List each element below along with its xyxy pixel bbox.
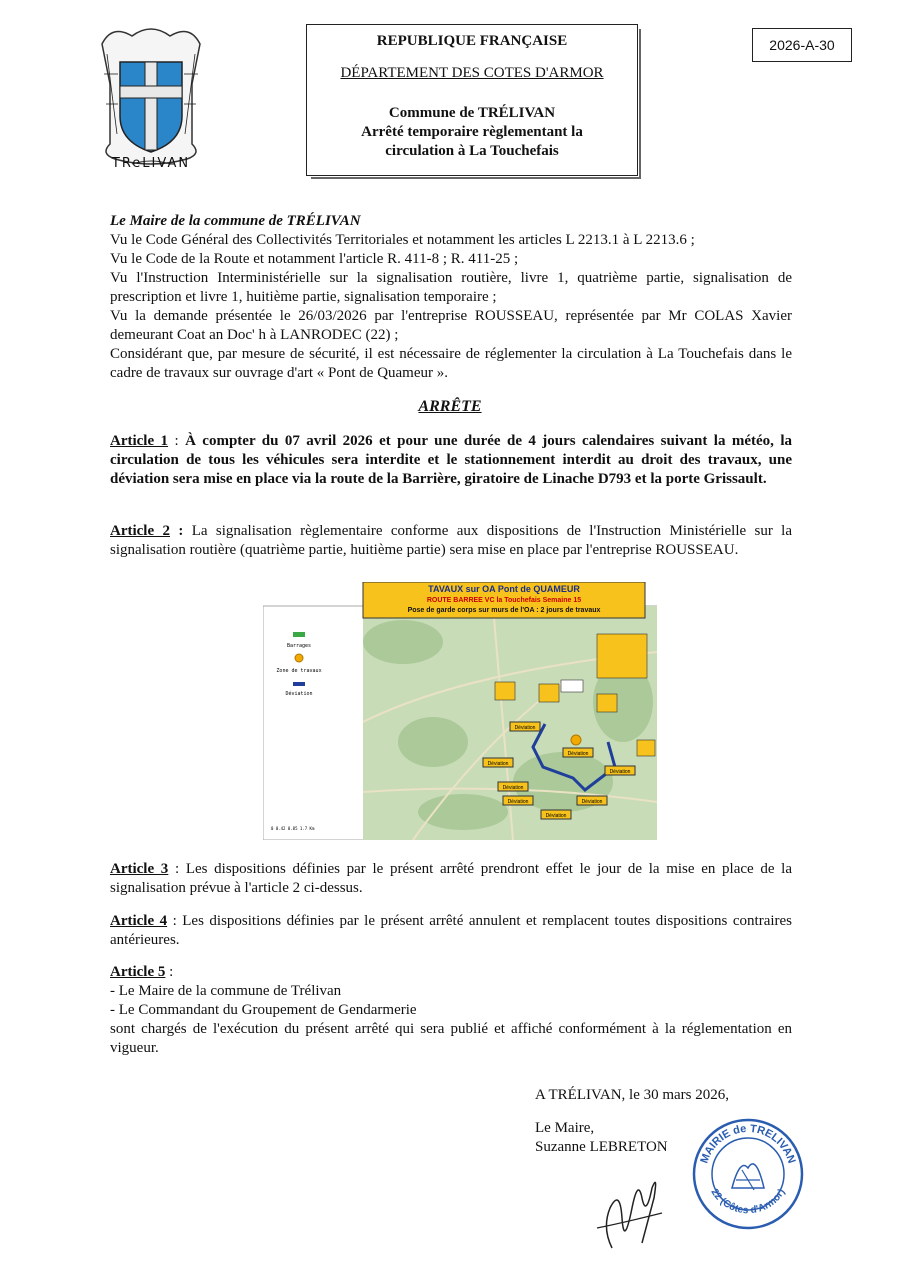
article-5-closing: sont chargés de l'exécution du présent arrêté qui sera publié et affiché conformément à la réglementation en vigueur. bbox=[110, 1021, 792, 1056]
article-label: Article 2 bbox=[110, 523, 170, 539]
commune-crest-logo bbox=[92, 24, 210, 174]
signatory-name: Suzanne LEBRETON bbox=[535, 1139, 668, 1155]
deviation-sign bbox=[605, 766, 635, 775]
subject-line-1: Arrêté temporaire règlementant la bbox=[361, 124, 583, 140]
article-2 bbox=[110, 522, 792, 560]
article-separator: : bbox=[170, 523, 192, 539]
department-title: DÉPARTEMENT DES COTES D'ARMOR bbox=[340, 65, 604, 81]
legend-deviation-swatch bbox=[293, 682, 305, 686]
svg-text:Déviation: Déviation bbox=[502, 785, 524, 791]
svg-text:Déviation: Déviation bbox=[609, 769, 631, 775]
legend-barrage-swatch bbox=[293, 632, 305, 637]
map-subtitle: ROUTE BARREE VC la Touchefais Semaine 15 bbox=[426, 597, 582, 604]
signatory-role: Le Maire, bbox=[535, 1120, 595, 1136]
article-label: Article 3 bbox=[110, 861, 169, 877]
article-5 bbox=[110, 963, 792, 982]
article-5-item: - Le Commandant du Groupement de Gendarmerie bbox=[110, 1002, 417, 1018]
preamble-line: Considérant que, par mesure de sécurité, il est nécessaire de réglementer la circulation à La Touchefais dans le cadre de travaux sur ouvrage d'art « Pont de Quameur ». bbox=[110, 346, 792, 381]
deviation-sign bbox=[577, 796, 607, 805]
svg-text:Déviation: Déviation bbox=[567, 751, 589, 757]
article-text: Les dispositions définies par le présent arrêté prendront effet le jour de la mise en place de la signalisation prévue à l'article 2 ci-dessus. bbox=[110, 861, 793, 896]
article-label: Article 1 bbox=[110, 433, 169, 449]
mairie-seal bbox=[692, 1118, 804, 1230]
deviation-sign bbox=[483, 758, 513, 767]
works-zone-marker bbox=[571, 735, 581, 745]
legend-barrage-label: Barrages bbox=[286, 643, 312, 649]
arrete-heading: ARRÊTE bbox=[418, 398, 482, 415]
deviation-sign bbox=[503, 796, 533, 805]
article-separator: : bbox=[165, 964, 174, 980]
subject-line-2: circulation à La Touchefais bbox=[385, 143, 559, 159]
article-1 bbox=[110, 432, 792, 489]
place-date: A TRÉLIVAN, le 30 mars 2026, bbox=[535, 1087, 730, 1103]
mayor-title: Le Maire de la commune de TRÉLIVAN bbox=[110, 213, 361, 229]
map-subtitle-2: Pose de garde corps sur murs de l'OA : 2 jours de travaux bbox=[407, 607, 601, 614]
header-box bbox=[306, 24, 638, 176]
article-separator: : bbox=[167, 913, 183, 929]
deviation-map bbox=[263, 582, 657, 840]
article-separator: : bbox=[168, 861, 186, 877]
legend-deviation-label: Déviation bbox=[285, 691, 313, 697]
article-text: La signalisation règlementaire conforme aux dispositions de l'Instruction Ministérielle sur la signalisation routière (quatrième partie, huitième partie) sera mise en place par l'entreprise ROUSSEAU. bbox=[110, 523, 793, 558]
map-scale: 0 0.42 0.85 1.7 Km bbox=[271, 826, 315, 831]
article-text: À compter du 07 avril 2026 et pour une durée de 4 jours calendaires suivant la météo, la circulation de tous les véhicules sera interdite et le stationnement interdit au droit des travaux, une déviation sera mise en place via la route de la Barrière, giratoire de Linache D793 et la porte Grissault. bbox=[110, 433, 792, 487]
commune-crest-name: TReLIVAN bbox=[111, 156, 191, 171]
svg-text:22 (Côtes d'Armor): 22 (Côtes d'Armor) bbox=[708, 1187, 788, 1217]
deviation-sign bbox=[510, 722, 540, 731]
article-5-item: - Le Maire de la commune de Trélivan bbox=[110, 983, 342, 999]
legend-works-swatch bbox=[295, 654, 303, 662]
republic-title: REPUBLIQUE FRANÇAISE bbox=[376, 33, 568, 49]
deviation-sign bbox=[498, 782, 528, 791]
preamble-line: Vu la demande présentée le 26/03/2026 par l'entreprise ROUSSEAU, représentée par Mr COLAS Xavier demeurant Coat an Doc' h à LANRODEC (22) ; bbox=[110, 308, 792, 343]
article-label: Article 5 bbox=[110, 964, 166, 980]
svg-text:Déviation: Déviation bbox=[581, 799, 603, 805]
article-separator: : bbox=[168, 433, 186, 449]
article-label: Article 4 bbox=[110, 913, 168, 929]
deviation-sign bbox=[563, 748, 593, 757]
article-4 bbox=[110, 912, 792, 950]
preamble-line: Vu le Code Général des Collectivités Territoriales et notamment les articles L 2213.1 à L 2213.6 ; bbox=[110, 232, 695, 248]
reference-number: 2026-A-30 bbox=[752, 28, 852, 62]
preamble-line: Vu le Code de la Route et notamment l'article R. 411-8 ; R. 411-25 ; bbox=[110, 251, 519, 267]
map-title: TAVAUX sur OA Pont de QUAMEUR bbox=[428, 584, 580, 594]
svg-text:Déviation: Déviation bbox=[507, 799, 529, 805]
article-text: Les dispositions définies par le présent arrêté annulent et remplacent toutes dispositions contraires antérieures. bbox=[110, 913, 793, 948]
handwritten-signature bbox=[592, 1168, 672, 1258]
deviation-sign bbox=[541, 810, 571, 819]
svg-text:Déviation: Déviation bbox=[514, 725, 536, 731]
preamble-line: Vu l'Instruction Interministérielle sur la signalisation routière, livre 1, quatrième partie, signalisation de prescription et livre 1, huitième partie, signalisation temporaire ; bbox=[110, 270, 792, 305]
svg-text:Déviation: Déviation bbox=[487, 761, 509, 767]
article-3 bbox=[110, 860, 792, 898]
svg-text:Déviation: Déviation bbox=[545, 813, 567, 819]
commune-title: Commune de TRÉLIVAN bbox=[388, 105, 556, 121]
svg-text:MAIRIE de TRELIVAN: MAIRIE de TRELIVAN bbox=[698, 1122, 798, 1166]
legend-works-label: Zone de travaux bbox=[276, 668, 322, 674]
